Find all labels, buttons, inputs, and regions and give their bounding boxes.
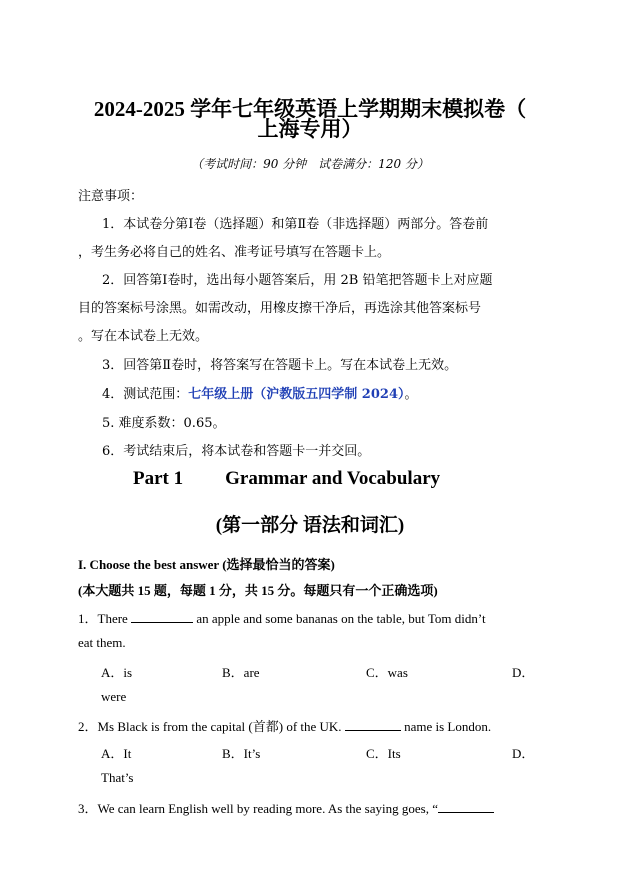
notice-line-6: 3．回答第Ⅱ卷时，将答案写在答题卡上。写在本试卷上无效。 [102,358,458,373]
question-1-option-d-text: were [101,689,127,704]
test-scope-end: 。 [404,387,418,402]
question-1-line-2: eat them. [78,635,126,650]
question-1-option-c: C．was [366,665,408,680]
question-2-line-1: 2．Ms Black is from the capital (首都) of the UK. name is London. [78,719,492,734]
part-number: Part 1 [133,468,184,489]
section-instruction: (本大题共 15 题，每题 1 分，共 15 分。每题只有一个正确选项) [78,583,438,598]
question-1-option-a: A．is [101,665,133,680]
part-name: Grammar and Vocabulary [225,468,441,489]
notice-line-7 [102,383,418,402]
part-heading [133,468,440,490]
question-2-option-c: C．Its [366,746,401,761]
exam-title-line2: 上海专用） [257,117,363,141]
question-1-option-d: D． [512,665,535,680]
question-1-option-b: B．are [222,665,260,680]
question-3-line-1: 3．We can learn English well by reading more. As the saying goes, “ [78,798,494,817]
notice-line-5: 。写在本试卷上无效。 [78,329,209,344]
question-2-option-d: D． [512,746,535,761]
question-2-option-b: B．It’s [222,746,261,761]
section-title: I. Choose the best answer (选择最恰当的答案) [78,557,335,572]
test-scope-value: 七年级上册（沪教版五四学制 2024） [188,387,405,402]
notice-line-2: ，考生务必将自己的姓名、准考证号填写在答题卡上。 [78,245,391,260]
notice-line-3: 2．回答第Ⅰ卷时，选出每小题答案后，用 2B 铅笔把答题卡上对应题 [102,273,493,288]
exam-subtitle: （考试时间：90 分钟 试卷满分：120 分） [191,157,429,171]
notice-line-4: 目的答案标号涂黑。如需改动，用橡皮擦干净后，再选涂其他答案标号 [78,301,482,316]
notice-line-1: 1．本试卷分第Ⅰ卷（选择题）和第Ⅱ卷（非选择题）两部分。答卷前 [102,217,489,232]
answer-blank [345,718,401,731]
question-2-option-a: A．It [101,746,132,761]
test-scope-label: 4．测试范围： [102,387,189,402]
answer-blank [131,610,193,623]
notice-line-9: 6．考试结束后，将本试卷和答题卡一并交回。 [102,444,371,459]
exam-title-line1: 2024-2025 学年七年级英语上学期期末模拟卷（ [93,97,527,121]
question-2-option-d-text: That’s [101,770,134,785]
part-heading-cn: (第一部分 语法和词汇) [215,515,405,536]
question-1-line-1: 1．There an apple and some bananas on the table, but Tom didn’t [78,611,486,626]
notice-heading: 注意事项： [78,189,144,204]
answer-blank [438,800,494,813]
notice-line-8: 5. 难度系数：0.65。 [102,416,226,431]
